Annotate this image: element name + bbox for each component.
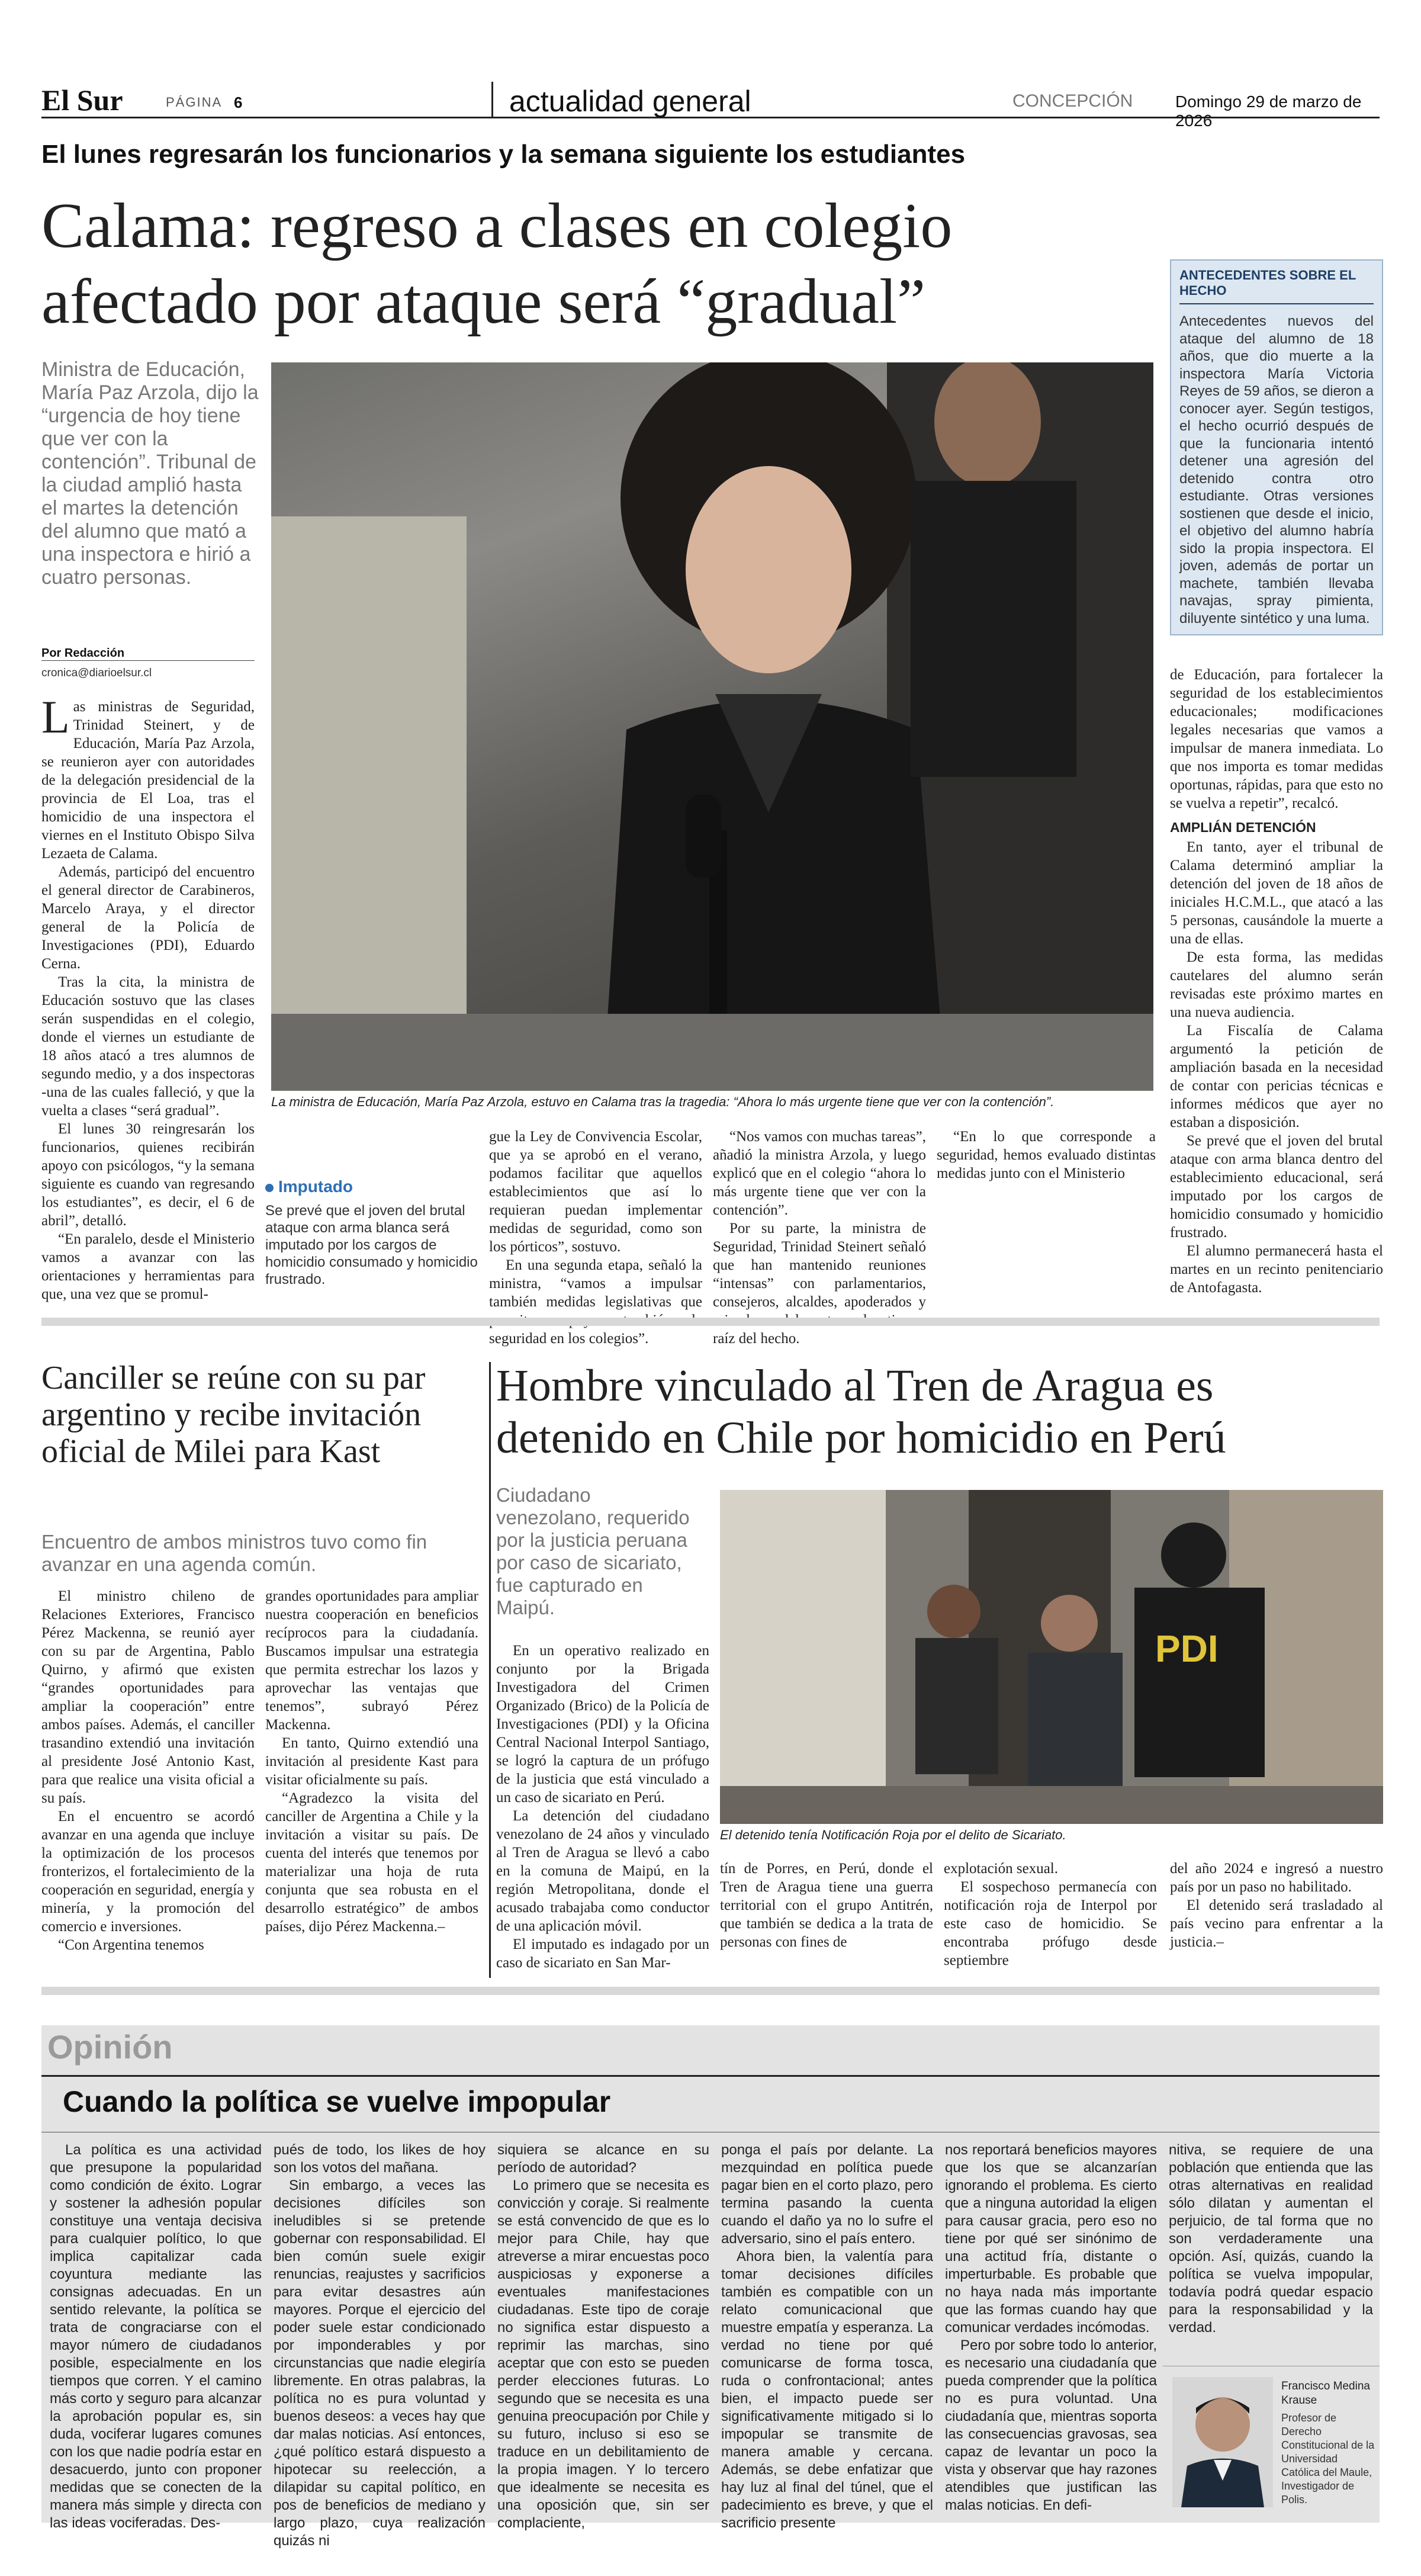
main-col5-p1: “En lo que corresponde a seguridad, hemos evaluado distintas medidas junto con el Ministerio <box>937 1129 1156 1181</box>
antecedentes-title: ANTECEDENTES SOBRE EL HECHO <box>1179 268 1374 304</box>
author-name: Francisco Medina Krause <box>1281 2380 1370 2407</box>
city-label: CONCEPCIÓN <box>1012 91 1133 111</box>
opinion-c4: ponga el país por delante. La mezquindad en política puede pagar bien en el corto plazo, pero termina pasando la cuenta cuando el daño ya no lo sufre el adversario, sino el país entero. <box>721 2142 933 2247</box>
aragua-headline <box>496 1360 1384 1464</box>
author-box <box>1163 2366 1380 2523</box>
aragua-photo <box>720 1490 1383 1824</box>
main-col5 <box>937 1128 1156 1183</box>
main-col3-p1: gue la Ley de Convivencia Escolar, que ya se aprobó en el verano, podamos facilitar que aquellos establecimientos que así lo requieran puedan implementar medidas de seguridad, como son los pórticos”, sostuvo. <box>489 1129 702 1255</box>
antecedentes-box <box>1170 259 1383 635</box>
aragua-col1-p2: La detención del ciudadano venezolano de 24 años y vinculado al Tren de Aragua se llevó a cabo en la comuna de Maipú, en la región Metropolitana, donde el acusado trabajaba como conductor de una aplicación móvil. <box>496 1808 709 1934</box>
police-vest <box>1134 1588 1265 1777</box>
column-divider <box>489 1362 491 1978</box>
aragua-col1-p3: El imputado es indagado por un caso de sicariato en San Mar- <box>496 1936 709 1971</box>
opinion-c5-p2: Pero por sobre todo lo anterior, es necesario una ciudadanía que pueda comprender que la política no es pura voluntad. Una ciudadanía que, mientras soporta las consecuencias gravosas, sea capaz de levantar un poco la vista y observar que hay razones atendibles que justifican las malas noticias. En defi- <box>945 2337 1157 2513</box>
canciller-headline: Canciller se reúne con su par argentino y recibe invitación oficial de Milei para Kast <box>41 1360 426 1470</box>
main-headline-line1: Calama: regreso a clases en colegio <box>41 191 953 261</box>
opinion-c6: nitiva, se requiere de una población que entienda que las otras alternativas en realidad sólo dilatan y aumentan el perjuicio, de tal forma que no son verdaderamente una opción. Así, quizás, cuando la política se vuelva impopular, todavía podrá quedar espacio para la responsabilidad y la verdad. <box>1169 2142 1373 2336</box>
main-col1-p5: “En paralelo, desde el Ministerio vamos a avanzar con las orientaciones y herramientas para que, una vez que se promul- <box>41 1231 255 1302</box>
page-number: 6 <box>234 94 243 111</box>
opinion-col5 <box>945 2141 1157 2514</box>
main-right-col <box>1170 666 1383 1297</box>
canciller-col2 <box>265 1587 478 1936</box>
aragua-photo-caption: El detenido tenía Notificación Roja por el delito de Sicariato. <box>720 1827 1066 1842</box>
canciller-col1-p3: “Con Argentina tenemos <box>58 1937 204 1953</box>
main-photo-caption: La ministra de Educación, María Paz Arzola, estuvo en Calama tras la tragedia: “Ahora lo más urgente tiene que ver con la contención”. <box>271 1094 1055 1109</box>
aragua-col3-p1: explotación sexual. <box>944 1861 1058 1877</box>
opinion-c4-p2: Ahora bien, la valentía para tomar decisiones difíciles también es compatible con un relato comunicacional que muestre empatía y esperanza. La verdad no tiene por qué comunicarse de forma tosca, ruda o confrontacional; antes bien, el impacto puede ser significativamente mitigado si lo impopular se transmite de manera amable y cercana. Además, se debe enfatizar que hay luz al final del túnel, que el padecimiento es breve, y que el sacrificio presente <box>721 2249 933 2531</box>
opinion-col3 <box>497 2141 709 2532</box>
main-photo-scene <box>271 362 1153 1091</box>
opinion-c1: La política es una actividad que presupone la popularidad como condición de éxito. Lograr y sostener la adhesión popular constituye una ventaja decisiva para cualquier político, lo que implica capitalizar cada coyuntura mediante las consignas adecuadas. En un sentido relevante, la política se trata de congraciarse con el mayor número de ciudadanos posible, especialmente en los tiempos que corren. Y el camino más corto y seguro para alcanzar la aprobación popular es, sin duda, vociferar lugares comunes con los que nadie podría estar en desacuerdo, junto con proponer medidas que se conecten de la manera más simple y directa con las ideas vociferadas. Des- <box>50 2142 262 2531</box>
dropcap: L <box>41 691 70 743</box>
imputado-box <box>265 1177 478 1288</box>
main-col1-p4: El lunes 30 reingresarán los funcionarios, quienes recibirán apoyo con psicólogos, “y la semana siguiente es cuando van regresando los estudiantes”, es decir, el 6 de abril”, detalló. <box>41 1121 255 1229</box>
opinion-c3-p2: Lo primero que se necesita es convicción y coraje. Si realmente se está convencido de que es lo mejor para Chile, hay que atreverse a mirar encuestas poco auspiciosas y exponerse a eventuales manifestaciones ciudadanas. Este tipo de coraje no significa estar dispuesto a reprimir las marchas, sino aceptar que con esto se pueden perder elecciones futuras. Lo segundo que se necesita es una genuina preocupación por Chile y su futuro, incluso si eso se traduce en un debilitamiento de la propia imagen. Y lo tercero que idealmente se necesita es una oposición que, sin ser complaciente, <box>497 2177 709 2531</box>
aragua-col1-p1: En un operativo realizado en conjunto por la Brigada Investigadora del Crimen Organizado (Brico) de la Policía de Investigaciones (PDI) y la Oficina Central Nacional Interpol Santiago, se logró la captura de un prófugo de la justicia que está vinculado a un caso de sicariato en Perú. <box>496 1643 709 1806</box>
aragua-headline-line1: Hombre vinculado al Tren de Aragua es <box>496 1361 1214 1411</box>
opinion-section <box>41 2025 1380 2549</box>
canciller-col1-p1: El ministro chileno de Relaciones Exteriores, Francisco Pérez Mackenna, se reunió ayer con su par de Argentina, Pablo Quirno, y afirmó que existen “grandes oportunidades para ampliar la cooperación” entre ambos países. Además, el canciller trasandino extendió una invitación al presidente José Antonio Kast, para que realice una visita oficial a su país. <box>41 1588 255 1806</box>
masthead <box>41 82 1380 130</box>
imputado-text: Se prevé que el joven del brutal ataque con arma blanca será imputado por los cargos de homicidio consumado y homicidio frustrado. <box>265 1203 478 1287</box>
main-kicker: El lunes regresarán los funcionarios y la semana siguiente los estudiantes <box>41 140 966 169</box>
header-divider <box>491 82 493 117</box>
byline-email: cronica@diarioelsur.cl <box>41 667 152 679</box>
main-headline <box>41 188 1166 340</box>
canciller-col2-p1: grandes oportunidades para ampliar nuestra cooperación en beneficios recíprocos para la ciudadanía. Buscamos impulsar una estrategia que permita estrechar los lazos y aprovechar las ventajas que tenemos”, subrayó Pérez Mackenna. <box>265 1588 478 1733</box>
canciller-col2-p3: “Agradezco la visita del canciller de Argentina a Chile y la invitación a visitar su país. De cuenta del interés que tenemos por materializar una hoja de ruta conjunta que sea robusta en el desarrollo estratégico” de ambos países, dijo Pérez Mackenna.– <box>265 1790 478 1935</box>
main-col1-p3: Tras la cita, la ministra de Educación sostuvo que las clases serán suspendidas en el colegio, donde el viernes un estudiante de 18 años atacó a tres alumnos de segundo medio, y a dos inspectoras -una de las cuales falleció, y que la vuelta a clases “será gradual”. <box>41 974 255 1119</box>
right-p4: La Fiscalía de Calama argumentó la petición de ampliación basada en la necesidad de contar con pericias técnicas e informes médicos que ayer no estaban a disposición. <box>1170 1023 1383 1130</box>
aragua-col2 <box>720 1859 933 1951</box>
opinion-col4 <box>721 2141 933 2532</box>
page-label: PÁGINA <box>166 95 223 110</box>
canciller-col2-p2: En tanto, Quirno extendió una invitación al presidente Kast para visitar oficialmente su país. <box>265 1735 478 1788</box>
aragua-col3-p2: El sospechoso permanecía con notificación roja de Interpol por este caso de homicidio. Se encontraba prófugo desde septiembre <box>944 1879 1157 1968</box>
opinion-c5: nos reportará beneficios mayores que los que se alcanzarían ignorando el problema. Es cierto que a ninguna autoridad la eligen para causar gracia, pero eso no tiene por qué ser sinónimo de una actitud fría, distante o imperturbable. Es probable que no haya nada más importante que las formas cuando hay que comunicar verdades incómodas. <box>945 2142 1157 2336</box>
canciller-deck: Encuentro de ambos ministros tuvo como fin avanzar en una agenda común. <box>41 1531 427 1575</box>
right-p2: En tanto, ayer el tribunal de Calama determinó ampliar la detención del joven de 18 años de iniciales H.C.M.L., que atacó a las 5 personas, causándole la muerte a una de ellas. <box>1170 839 1383 947</box>
aragua-col2-p1: tín de Porres, en Perú, donde el Tren de Aragua tiene una guerra territorial con el grupo Antitrén, que también se dedica a la trata de personas con fines de <box>720 1861 933 1950</box>
amplian-subhead: AMPLIÁN DETENCIÓN <box>1170 820 1316 835</box>
aragua-deck: Ciudadano venezolano, requerido por la justicia peruana por caso de sicariato, fue capturado en Maipú. <box>496 1484 690 1618</box>
aragua-photo-scene <box>720 1490 1383 1824</box>
aragua-col1 <box>496 1642 709 1972</box>
main-col1-p1: as ministras de Seguridad, Trinidad Steinert, y de Educación, María Paz Arzola, se reunieron ayer con autoridades de la delegación presidencial de la provincia de El Loa, tras el homicidio de una inspectora el viernes en el Instituto Obispo Silva Lezaeta de Calama. <box>41 699 255 862</box>
aragua-col4-p1: del año 2024 e ingresó a nuestro país por un paso no habilitado. <box>1170 1861 1383 1895</box>
person-face <box>686 466 851 673</box>
main-col3-p2: En una segunda etapa, señaló la ministra, “vamos a impulsar también medidas legislativas que seguridad en los colegios”. <box>489 1257 702 1347</box>
aragua-headline-line2: detenido en Chile por homicidio en Perú <box>496 1413 1226 1463</box>
opinion-col2 <box>274 2141 486 2550</box>
section-divider-1 <box>41 1318 1380 1326</box>
author-bio: Profesor de Derecho Constitucional de la Universidad Católica del Maule, Investigador de Polis. <box>1281 2412 1375 2506</box>
microphone <box>686 795 721 878</box>
main-col3 <box>489 1128 702 1348</box>
main-col1 <box>41 691 255 1303</box>
imputado-title: Imputado <box>265 1177 478 1196</box>
main-col4 <box>713 1128 926 1348</box>
aragua-col4-p2: El detenido será trasladado al país vecino para enfrentar a la justicia.– <box>1170 1897 1383 1950</box>
canciller-col1-p2: En el encuentro se acordó avanzar en una agenda que incluye la optimización de los procesos fronterizos, el fortalecimiento de la cooperación en seguridad, energía y minería, y la promoción del comercio e inversiones. <box>41 1809 255 1935</box>
opinion-c3: siquiera se alcance en su período de autoridad? <box>497 2142 709 2176</box>
canciller-col1 <box>41 1587 255 1954</box>
opinion-col1 <box>50 2141 262 2532</box>
brand-logo: El Sur <box>41 83 123 117</box>
date-label: Domingo 29 de marzo de 2026 <box>1175 92 1362 130</box>
section-name: actualidad general <box>509 85 751 118</box>
opinion-c2: pués de todo, los likes de hoy son los votos del mañana. <box>274 2142 486 2176</box>
section-divider-2 <box>41 1987 1380 1995</box>
right-p5: Se prevé que el joven del brutal ataque con arma blanca dentro del establecimiento educacional, será imputado por los cargos de homicidio consumado y homicidio frustrado. <box>1170 1133 1383 1241</box>
right-p6: El alumno permanecerá hasta el martes en un recinto penitenciario de Antofagasta. <box>1170 1243 1383 1296</box>
main-photo <box>271 362 1153 1091</box>
author-portrait <box>1172 2377 1273 2507</box>
opinion-c2-p2: Sin embargo, a veces las decisiones difíciles son ineludibles si se pretende gobernar con responsabilidad. El bien común suele exigir renuncias, reajustes y sacrificios para evitar desastres aún mayores. Porque el ejercicio del poder suele estar condicionado por imponderables y por circunstancias que nadie elegiría libremente. En otras palabras, la política no es pura voluntad y buenos deseos: a veces hay que dar malas noticias. Así entonces, ¿qué político estará dispuesto a hipotecar su reelección, a dilapidar su capital político, en pos de beneficios de mediano y largo plazo, cuya realización quizás ni <box>274 2177 486 2549</box>
opinion-title-rule <box>41 2075 1380 2077</box>
main-col4-p3: “Nos vamos con muchas tareas”, añadió la ministra Arzola, y luego explicó que en el colegio “ahora lo más urgente tiene que ver con la contención”. <box>713 1129 926 1218</box>
antecedentes-text: Antecedentes nuevos del ataque del alumno de 18 años, que dio muerte a la inspectora María Victoria Reyes de 59 años, se dieron a conocer ayer. Según testigos, el hecho ocurrió después de que la funcionaria intentó detener una agresión del detenido contra otro estudiante. Otras versiones sostienen que desde el inicio, el objetivo del alumno habría sido la propia inspectora. El joven, además de portar un machete, también llevaba navajas, spray pimienta, diluyente sintético y una luma. <box>1179 313 1374 627</box>
bullet-icon <box>265 1184 274 1192</box>
main-headline-line2: afectado por ataque será “gradual” <box>41 266 926 337</box>
author-photo <box>1172 2377 1273 2507</box>
opinion-label: Opinión <box>47 2028 173 2066</box>
main-col4-p4: Por su parte, la ministra de Seguridad, Trinidad Steinert señaló que han mantenido reuniones “intensas” con parlamentarios, consejeros, alcaldes, apoderados y raíz del hecho. <box>713 1220 926 1347</box>
main-col1-p2: Además, participó del encuentro el general director de Carabineros, Marcelo Araya, y el director general de la Policía de Investigaciones (PDI), Eduardo Cerna. <box>41 864 255 972</box>
vest-label: PDI <box>1155 1627 1219 1670</box>
right-p1: de Educación, para fortalecer la seguridad de los establecimientos educacionales; modificaciones legales necesarias que vamos a impulsar de manera inmediata. Lo que nos importa es tomar medidas oportunas, rápidas, para que esto no se vuelva a repetir”, recalcó. <box>1170 667 1383 811</box>
main-lede: Ministra de Educación, María Paz Arzola, dijo la “urgencia de hoy tiene que ver con la contención”. Tribunal de la ciudad amplió hasta el martes la detención del alumno que mató a una inspectora e hirió a cuatro personas. <box>41 358 259 589</box>
aragua-col4 <box>1170 1859 1383 1951</box>
right-p3: De esta forma, las medidas cautelares del alumno serán revisadas este próximo martes en una nueva audiencia. <box>1170 949 1383 1020</box>
aragua-col3 <box>944 1859 1157 1970</box>
opinion-col6 <box>1169 2141 1373 2337</box>
byline <box>41 647 255 661</box>
opinion-title: Cuando la política se vuelve impopular <box>63 2085 611 2118</box>
byline-author: Por Redacción <box>41 647 125 660</box>
